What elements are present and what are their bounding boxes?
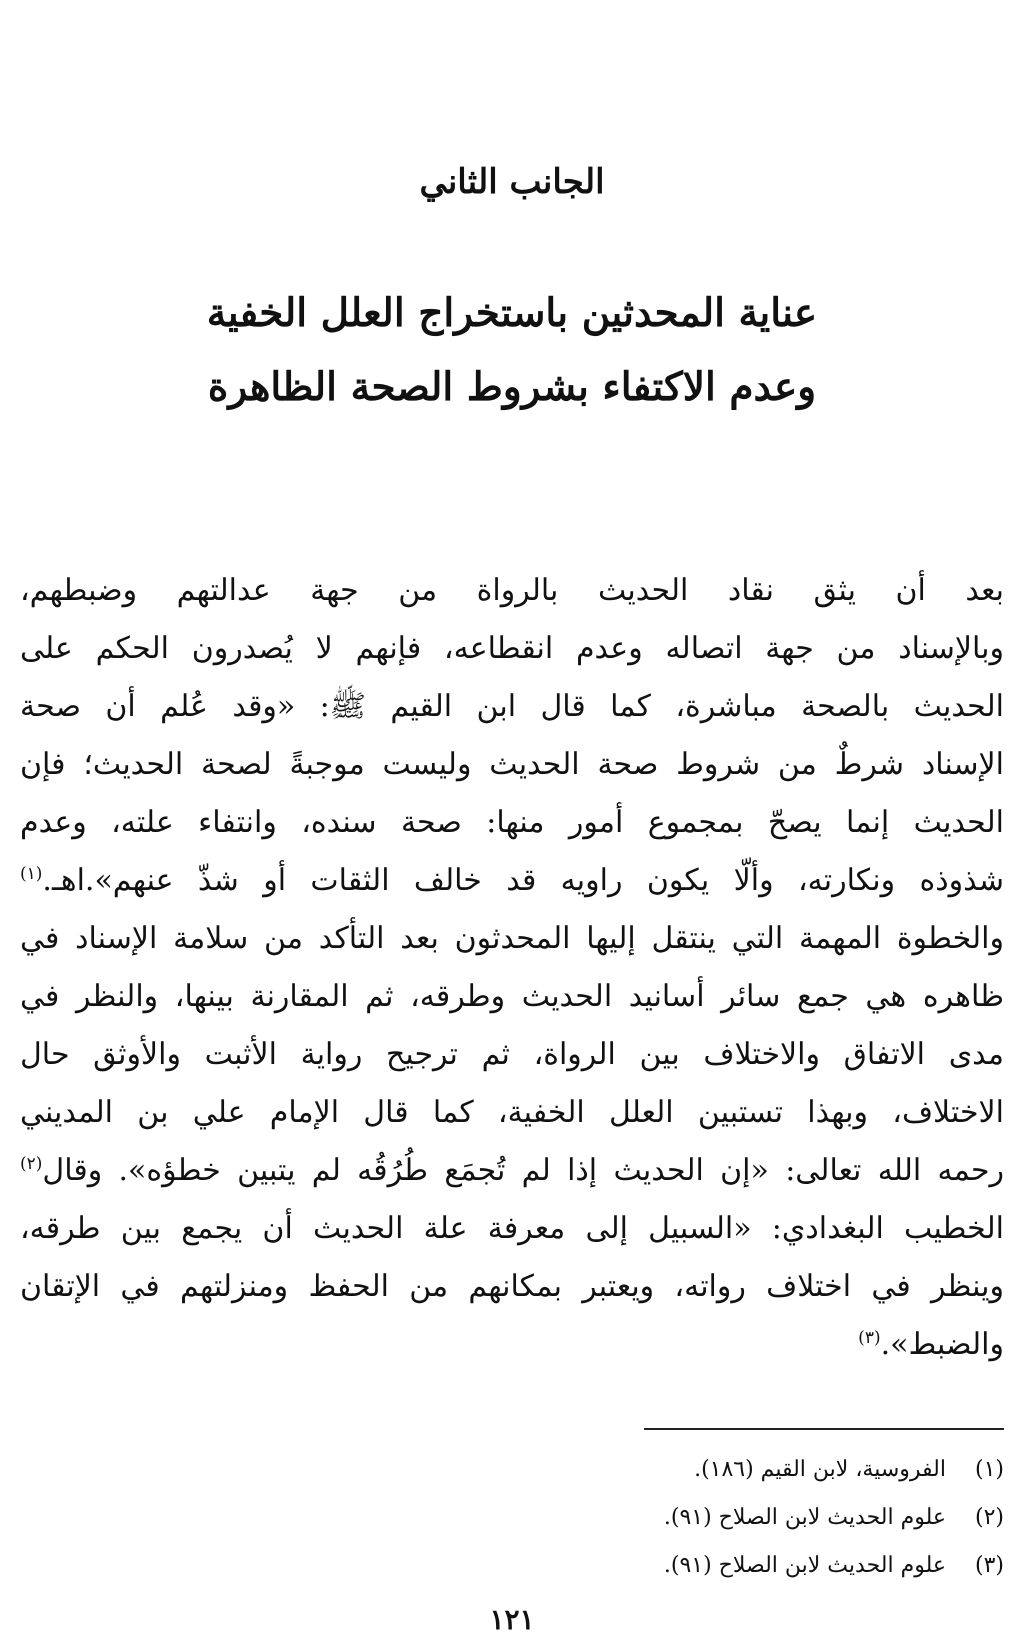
body-line: والضبط».$^{(٣)}$: [858, 1327, 1004, 1362]
footnote: [20, 1494, 1004, 1542]
body-line: الاختلاف، وبهذا تستبين العلل الخفية، كما قال الإمام علي بن المديني: [20, 1095, 1004, 1130]
body-line: شذوذه ونكارته، وألّا يكون راويه قد خالف الثقات أو شذّ عنهم».اهـ.$^{(١)}$: [20, 863, 1004, 898]
body-line: بعد أن يثق نقاد الحديث بالرواة من جهة عدالتهم وضبطهم،: [20, 573, 1004, 608]
body-line: وبالإسناد من جهة اتصاله وعدم انقطاعه، فإنهم لا يُصدرون الحكم على: [20, 631, 1004, 666]
body-line: رحمه الله تعالى: «إن الحديث إذا لم تُجمَع طُرُقُه لم يتبين خطؤه». وقال$^{(٢)}$: [20, 1153, 1004, 1188]
body-text: [20, 562, 1004, 1374]
footnote-text: الفروسية، لابن القيم (١٨٦).: [694, 1457, 946, 1482]
footnote: [20, 1542, 1004, 1590]
body-line: وينظر في اختلاف رواته، ويعتبر بمكانهم من الحفظ ومنزلتهم في الإتقان: [20, 1269, 1004, 1304]
body-line: مدى الاتفاق والاختلاف بين الرواة، ثم ترجيح رواية الأثبت والأوثق حال: [20, 1037, 1004, 1072]
footnote-number: (٣): [974, 1553, 1004, 1578]
title-line-1: عناية المحدثين باستخراج العلل الخفية: [206, 290, 818, 336]
body-line: الحديث إنما يصحّ بمجموع أمور منها: صحة سنده، وانتفاء علته، وعدم: [20, 805, 1004, 840]
footnote: [20, 1446, 1004, 1494]
footnote-number: (٢): [974, 1505, 1004, 1530]
footnotes: [20, 1446, 1004, 1590]
footnote-text: علوم الحديث لابن الصلاح (٩١).: [663, 1553, 946, 1578]
body-line: والخطوة المهمة التي ينتقل إليها المحدثون بعد التأكد من سلامة الإسناد في: [20, 921, 1004, 956]
footnote-ref: (٣): [858, 1328, 881, 1348]
footnote-text: علوم الحديث لابن الصلاح (٩١).: [663, 1505, 946, 1530]
footnote-ref: (١): [20, 864, 43, 884]
title-line-2: وعدم الاكتفاء بشروط الصحة الظاهرة: [207, 364, 817, 410]
footnote-ref: (٢): [20, 1154, 43, 1174]
footnote-number: (١): [974, 1457, 1004, 1482]
page-number: ١٢١: [489, 1603, 535, 1636]
section-label: الجانب الثاني: [419, 162, 605, 202]
body-line: الخطيب البغدادي: «السبيل إلى معرفة علة الحديث أن يجمع بين طرقه،: [20, 1211, 1004, 1246]
chapter-title: [0, 276, 1024, 424]
body-line: ظاهره هي جمع سائر أسانيد الحديث وطرقه، ثم المقارنة بينها، والنظر في: [20, 979, 1004, 1014]
body-line: الحديث بالصحة مباشرة، كما قال ابن القيم ﷺ: «وقد عُلم أن صحة: [20, 689, 1004, 724]
body-line: الإسناد شرطٌ من شروط صحة الحديث وليست موجبةً لصحة الحديث؛ فإن: [20, 747, 1004, 782]
